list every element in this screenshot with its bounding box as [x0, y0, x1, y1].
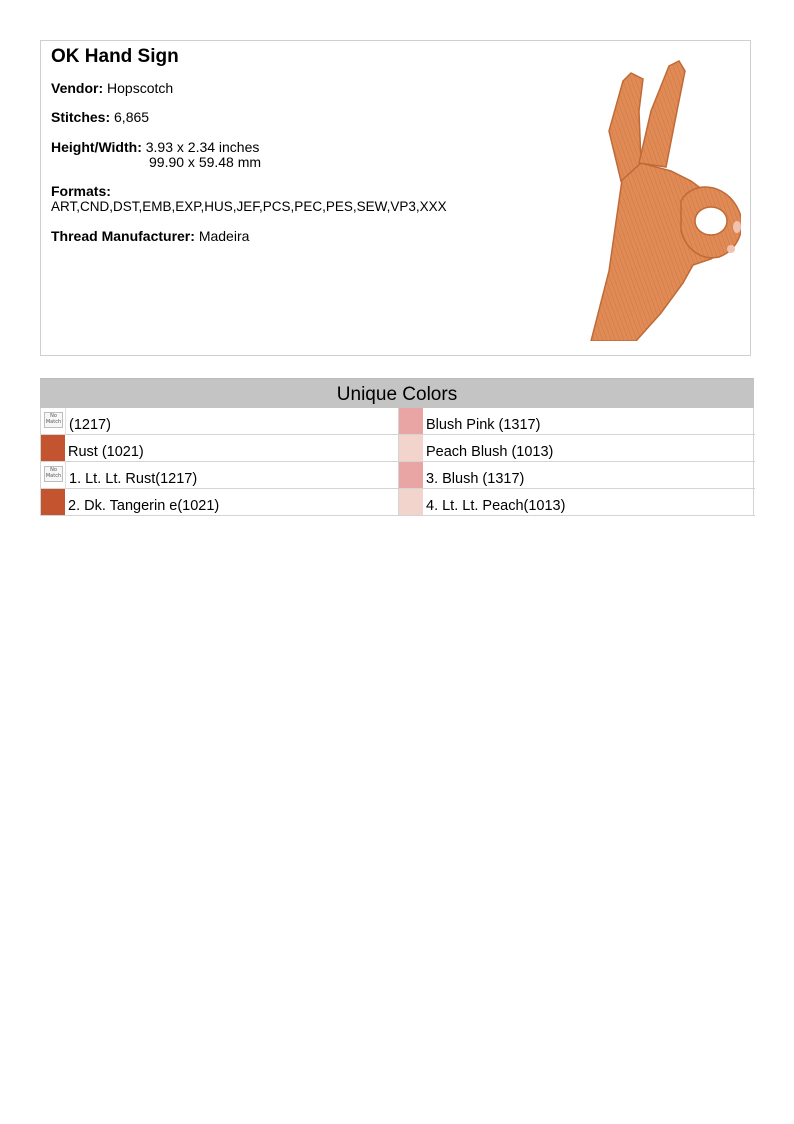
formats-label: Formats: — [51, 183, 111, 199]
size-inches: 3.93 x 2.34 inches — [145, 139, 260, 155]
color-label: Rust (1021) — [68, 444, 144, 460]
color-row — [398, 435, 755, 462]
unique-colors-header: Unique Colors — [40, 378, 754, 408]
size-field — [51, 140, 259, 155]
no-match-icon: No Match — [44, 466, 63, 482]
color-label: 1. Lt. Lt. Rust(1217) — [69, 471, 198, 487]
stitches-label: Stitches: — [51, 109, 111, 125]
color-swatch — [399, 462, 423, 488]
size-mm: 99.90 x 59.48 mm — [149, 154, 262, 170]
formats-label-field — [51, 184, 111, 199]
color-swatch — [399, 489, 423, 515]
color-row — [398, 408, 755, 435]
formats-value: ART,CND,DST,EMB,EXP,HUS,JEF,PCS,PEC,PES,SEW,VP3,XXX — [51, 199, 447, 214]
no-match-icon: No Match — [44, 412, 63, 428]
color-row — [398, 489, 755, 516]
ok-hand-embroidery-icon — [561, 51, 741, 341]
color-label: 3. Blush (1317) — [426, 471, 525, 487]
no-match-swatch — [41, 408, 66, 434]
stitches-value: 6,865 — [114, 109, 150, 125]
color-swatch — [399, 408, 423, 434]
vendor-label: Vendor: — [51, 80, 104, 96]
color-row — [41, 435, 398, 462]
color-row — [398, 462, 755, 489]
color-label: 2. Dk. Tangerin e(1021) — [68, 498, 220, 514]
colors-grid — [40, 408, 754, 516]
color-label: Blush Pink (1317) — [426, 417, 541, 433]
color-label: 4. Lt. Lt. Peach(1013) — [426, 498, 566, 514]
color-swatch — [41, 489, 65, 515]
unique-colors-table — [40, 378, 754, 516]
color-row — [41, 489, 398, 516]
color-row — [41, 408, 398, 435]
stitches-field — [51, 110, 149, 125]
no-match-swatch — [41, 462, 66, 488]
size-label: Height/Width: — [51, 139, 142, 155]
thread-label: Thread Manufacturer: — [51, 228, 195, 244]
color-swatch — [399, 435, 423, 461]
thread-field — [51, 229, 249, 244]
design-info-card — [40, 40, 751, 356]
vendor-value: Hopscotch — [107, 80, 174, 96]
thread-value: Madeira — [198, 228, 250, 244]
color-swatch — [41, 435, 65, 461]
vendor-field — [51, 81, 173, 96]
color-label: Peach Blush (1013) — [426, 444, 554, 460]
color-row — [41, 462, 398, 489]
design-title: OK Hand Sign — [51, 46, 179, 67]
color-label: (1217) — [69, 417, 111, 433]
